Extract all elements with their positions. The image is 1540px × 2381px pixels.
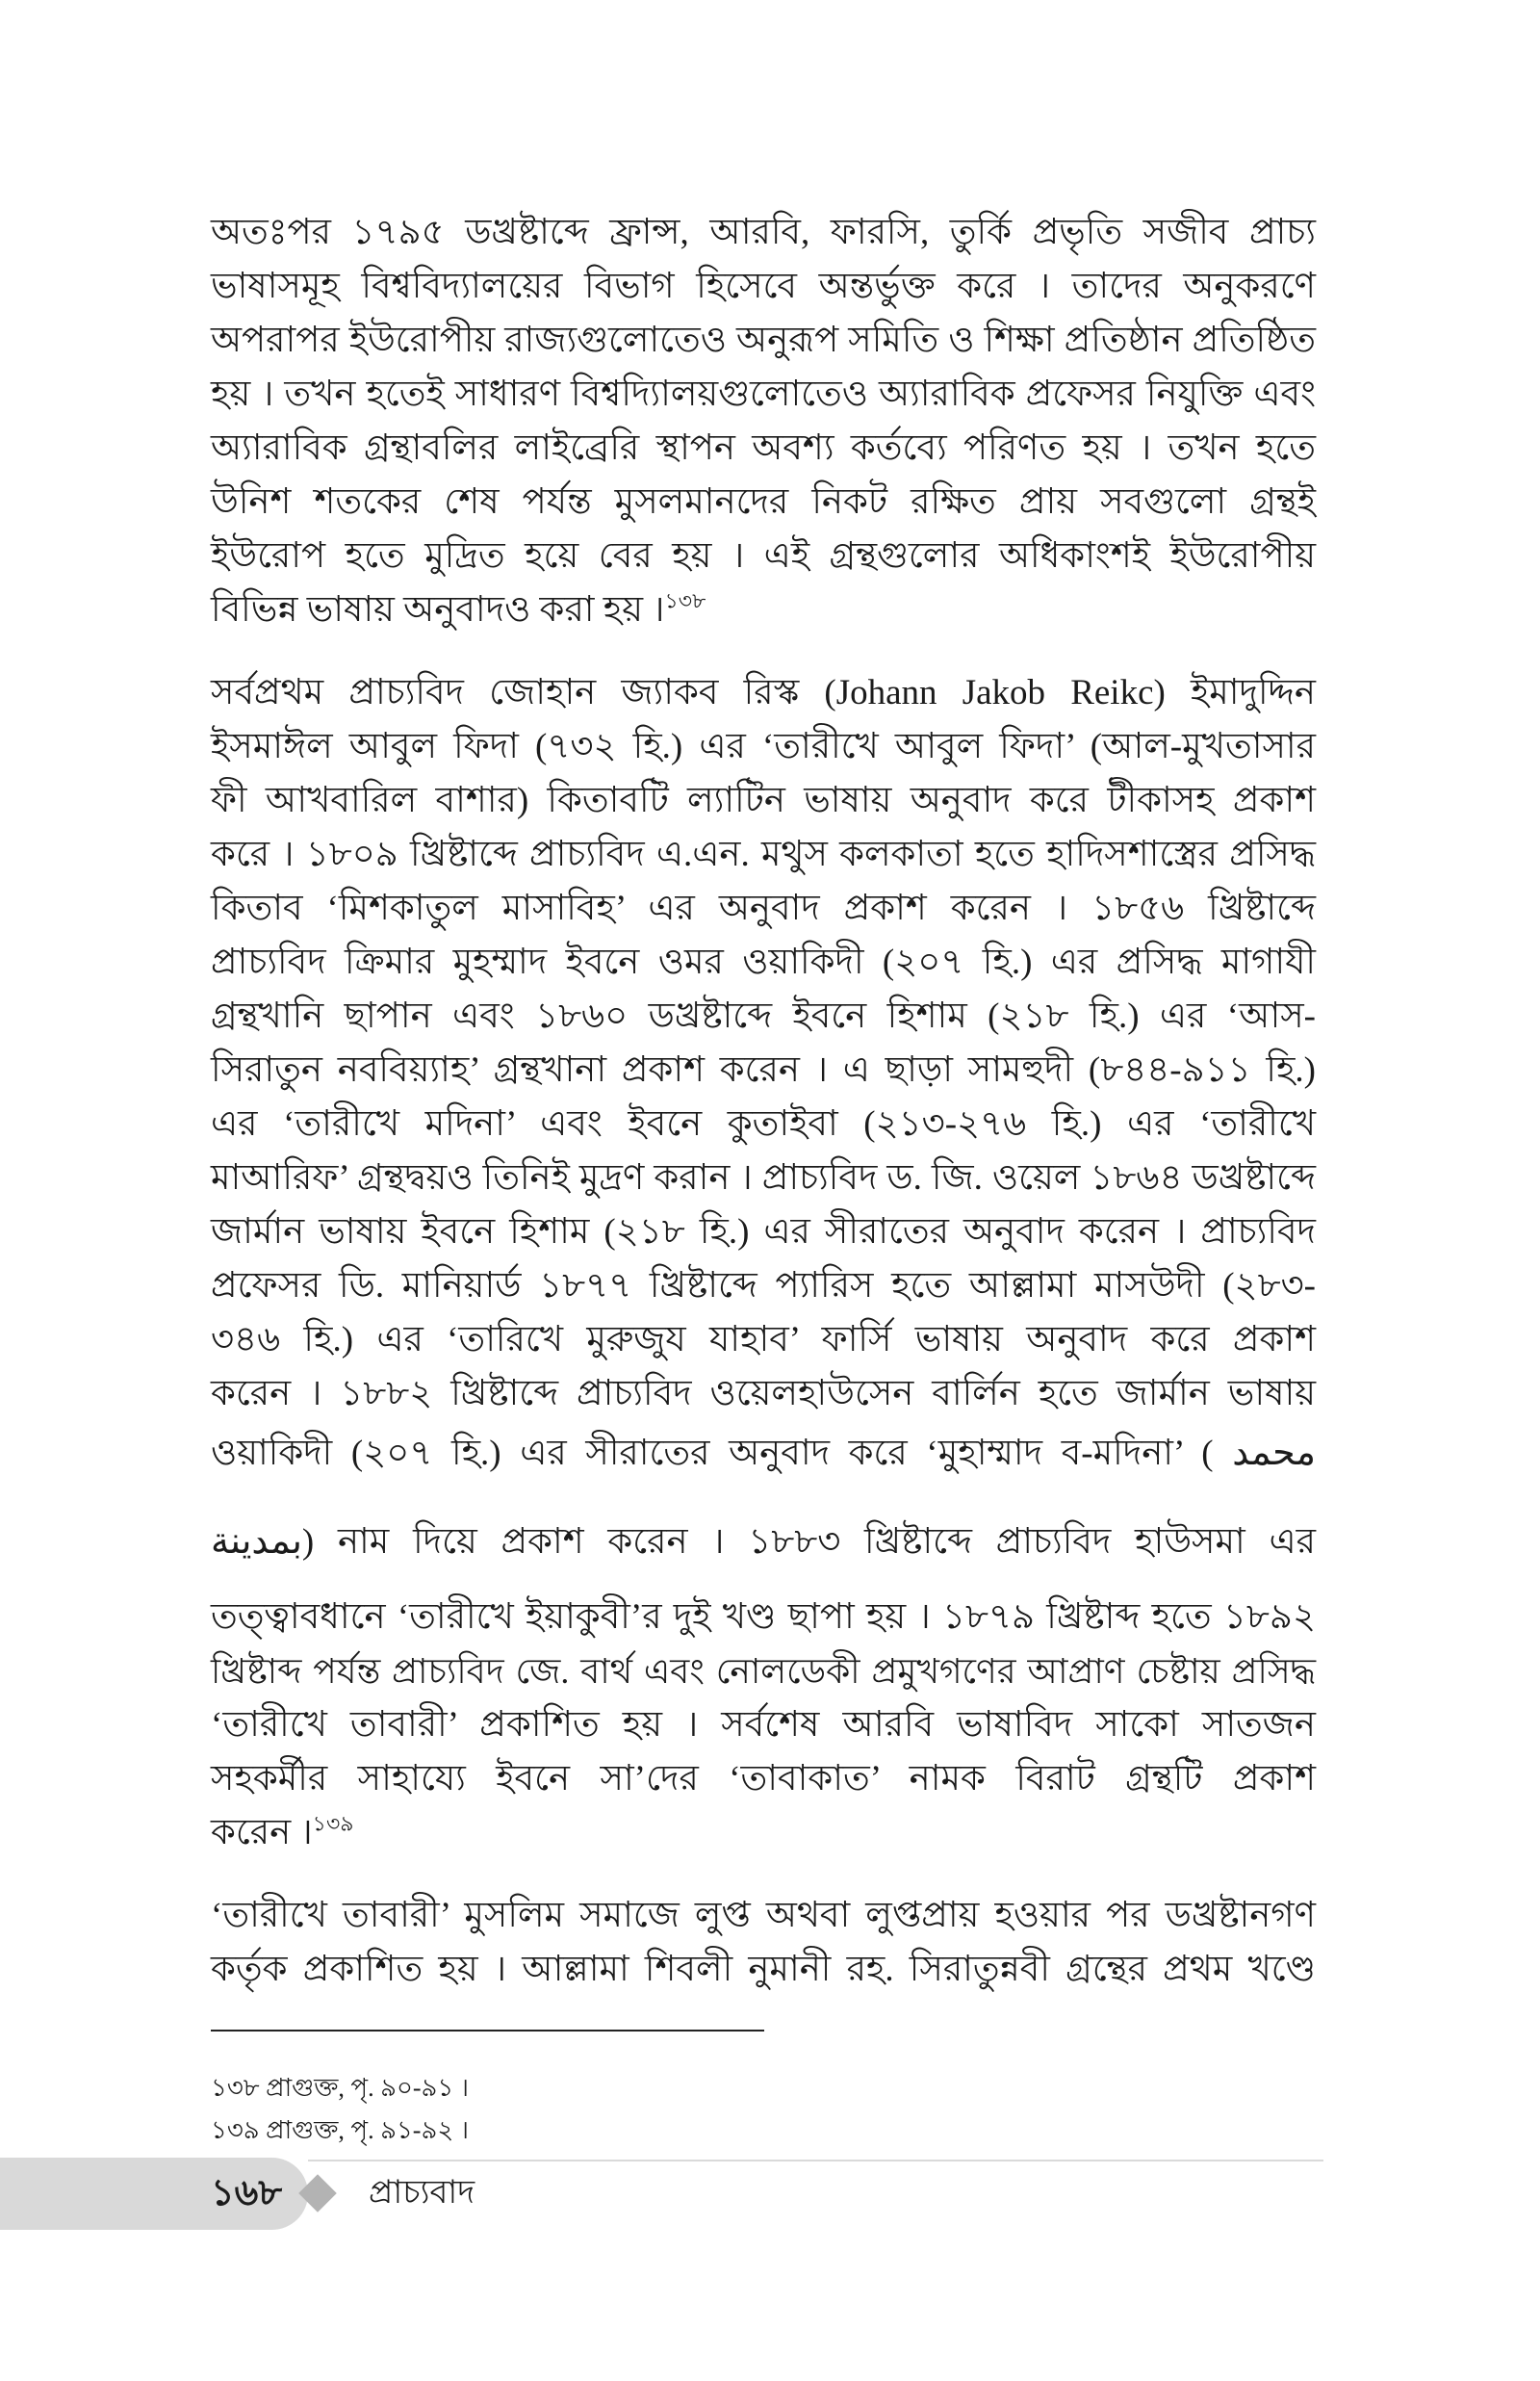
text-line: কিতাব ‘মিশকাতুল মাসাবিহ’ এর অনুবাদ প্রকাশ করেন । ১৮৫৬ খ্রিষ্টাব্দে bbox=[211, 889, 1316, 928]
text-line: ‘তারীখে তাবারী’ প্রকাশিত হয় । সর্বশেষ আরবি ভাষাবিদ সাকো সাতজন bbox=[211, 1705, 1316, 1745]
text-line: করেন । ১৮৮২ খ্রিষ্টাব্দে প্রাচ্যবিদ ওয়েলহাউসেন বার্লিন হতে জার্মান ভাষায় bbox=[211, 1374, 1316, 1413]
footer-rule bbox=[308, 2160, 1323, 2161]
text-line: অতঃপর ১৭৯৫ ডখ্রষ্টাব্দে ফ্রান্স, আরবি, ফারসি, তুর্কি প্রভৃতি সজীব প্রাচ্য bbox=[211, 213, 1316, 252]
text-line bbox=[211, 583, 1316, 637]
text-line: তত্ত্বাবধানে ‘তারীখে ইয়াকুবী’র দুই খণ্ড ছাপা হয় । ১৮৭৯ খ্রিষ্টাব্দ হতে ১৮৯২ bbox=[211, 1597, 1316, 1637]
text-line: ‘তারীখে তাবারী’ মুসলিম সমাজে লুপ্ত অথবা লুপ্তপ্রায় হওয়ার পর ডখ্রষ্টানগণ bbox=[211, 1896, 1316, 1935]
text-line: ফী আখবারিল বাশার) কিতাবটি ল্যাটিন ভাষায় অনুবাদ করে টীকাসহ প্রকাশ bbox=[211, 781, 1316, 820]
text-line: ভাষাসমূহ বিশ্ববিদ্যালয়ের বিভাগ হিসেবে অন্তর্ভুক্ত করে । তাদের অনুকরণে bbox=[211, 267, 1316, 306]
text-line bbox=[211, 1515, 1316, 1569]
text-line bbox=[211, 1806, 1316, 1860]
text-line: অ্যারাবিক গ্রন্থাবলির লাইব্রেরি স্থাপন অবশ্য কর্তব্যে পরিণত হয় । তখন হতে bbox=[211, 428, 1316, 468]
text-line: সর্বপ্রথম প্রাচ্যবিদ জোহান জ্যাকব রিস্ক (Johann Jakob Reikc) ইমাদুদ্দিন bbox=[211, 673, 1316, 712]
text-line: এর ‘তারীখে মদিনা’ এবং ইবনে কুতাইবা (২১৩-২৭৬ হি.) এর ‘তারীখে bbox=[211, 1104, 1316, 1144]
paragraph bbox=[211, 1889, 1316, 1997]
footnote bbox=[211, 2067, 1316, 2109]
text-line-content: ) নাম দিয়ে প্রকাশ করেন । ১৮৮৩ খ্রিষ্টাব্দে প্রাচ্যবিদ হাউসমা এর bbox=[301, 1522, 1316, 1562]
text-line: মাআরিফ’ গ্রন্থদ্বয়ও তিনিই মুদ্রণ করান । প্রাচ্যবিদ ড. জি. ওয়েল ১৮৬৪ ডখ্রষ্টাব্দে bbox=[211, 1158, 1316, 1198]
text-line: প্রাচ্যবিদ ক্রিমার মুহম্মাদ ইবনে ওমর ওয়াকিদী (২০৭ হি.) এর প্রসিদ্ধ মাগাযী bbox=[211, 943, 1316, 982]
paragraph bbox=[211, 666, 1316, 1860]
text-line: অপরাপর ইউরোপীয় রাজ্যগুলোতেও অনুরূপ সমিতি ও শিক্ষা প্রতিষ্ঠান প্রতিষ্ঠিত bbox=[211, 321, 1316, 360]
text-line: সিরাতুন নববিয়্যাহ’ গ্রন্থখানা প্রকাশ করেন । এ ছাড়া সামহুদী (৮৪৪-৯১১ হি.) bbox=[211, 1050, 1316, 1090]
footnote-ref: ১৩৯ bbox=[312, 1811, 354, 1836]
arabic-text: بمدينة bbox=[211, 1519, 302, 1562]
running-title: প্রাচ্যবাদ bbox=[369, 2175, 475, 2211]
footnote-number: ১৩৯ bbox=[211, 2116, 260, 2144]
footnote-number: ১৩৮ bbox=[211, 2074, 260, 2102]
footnote-text: প্রাগুক্ত, পৃ. ৯০-৯১ । bbox=[266, 2074, 470, 2102]
footnotes bbox=[211, 2067, 1316, 2152]
footnote bbox=[211, 2109, 1316, 2152]
text-line: ৩৪৬ হি.) এর ‘তারিখে মুরুজুয যাহাব’ ফার্সি ভাষায় অনুবাদ করে প্রকাশ bbox=[211, 1320, 1316, 1359]
text-line bbox=[211, 1427, 1316, 1481]
text-line: হয় । তখন হতেই সাধারণ বিশ্বদ্যিালয়গুলোতেও অ্যারাবিক প্রফেসর নিযুক্তি এবং bbox=[211, 375, 1316, 414]
text-line: গ্রন্থখানি ছাপান এবং ১৮৬০ ডখ্রষ্টাব্দে ইবনে হিশাম (২১৮ হি.) এর ‘আস- bbox=[211, 996, 1316, 1036]
text-line-content: ওয়াকিদী (২০৭ হি.) এর সীরাতের অনুবাদ করে ‘মুহাম্মাদ ব-মদিনা’ ( bbox=[211, 1434, 1214, 1473]
text-line-content: বিভিন্ন ভাষায় অনুবাদও করা হয় । bbox=[211, 590, 665, 630]
body-text bbox=[211, 206, 1316, 1997]
footnote-ref: ১৩৮ bbox=[664, 588, 706, 613]
text-line: জার্মান ভাষায় ইবনে হিশাম (২১৮ হি.) এর সীরাতের অনুবাদ করেন । প্রাচ্যবিদ bbox=[211, 1212, 1316, 1252]
text-line: ইসমাঈল আবুল ফিদা (৭৩২ হি.) এর ‘তারীখে আবুল ফিদা’ (আল-মুখতাসার bbox=[211, 727, 1316, 766]
text-line: ইউরোপ হতে মুদ্রিত হয়ে বের হয় । এই গ্রন্থগুলোর অধিকাংশই ইউরোপীয় bbox=[211, 536, 1316, 576]
text-line: কর্তৃক প্রকাশিত হয় । আল্লামা শিবলী নুমানী রহ. সিরাতুন্নবী গ্রন্থের প্রথম খণ্ডে bbox=[211, 1950, 1316, 1989]
text-line: সহকর্মীর সাহায্যে ইবনে সা’দের ‘তাবাকাত’ নামক বিরাট গ্রন্থটি প্রকাশ bbox=[211, 1759, 1316, 1799]
page-number: ১৬৮ bbox=[211, 2173, 283, 2213]
text-line-content: করেন । bbox=[211, 1813, 313, 1852]
text-line: খ্রিষ্টাব্দ পর্যন্ত প্রাচ্যবিদ জে. বার্থ এবং নোলডেকী প্রমুখগণের আপ্রাণ চেষ্টায় প্রসিদ্ধ bbox=[211, 1652, 1316, 1691]
text-line: উনিশ শতকের শেষ পর্যন্ত মুসলমানদের নিকট রক্ষিত প্রায় সবগুলো গ্রন্থই bbox=[211, 482, 1316, 522]
footnote-separator bbox=[211, 2030, 764, 2032]
text-line: প্রফেসর ডি. মানিয়ার্ড ১৮৭৭ খ্রিষ্টাব্দে প্যারিস হতে আল্লামা মাসউদী (২৮৩- bbox=[211, 1266, 1316, 1306]
arabic-text: محمد bbox=[1232, 1431, 1316, 1473]
paragraph bbox=[211, 206, 1316, 637]
text-line: করে । ১৮০৯ খ্রিষ্টাব্দে প্রাচ্যবিদ এ.এন. মথুস কলকাতা হতে হাদিসশাস্ত্রের প্রসিদ্ধ bbox=[211, 835, 1316, 874]
footnote-text: প্রাগুক্ত, পৃ. ৯১-৯২ । bbox=[266, 2116, 470, 2144]
